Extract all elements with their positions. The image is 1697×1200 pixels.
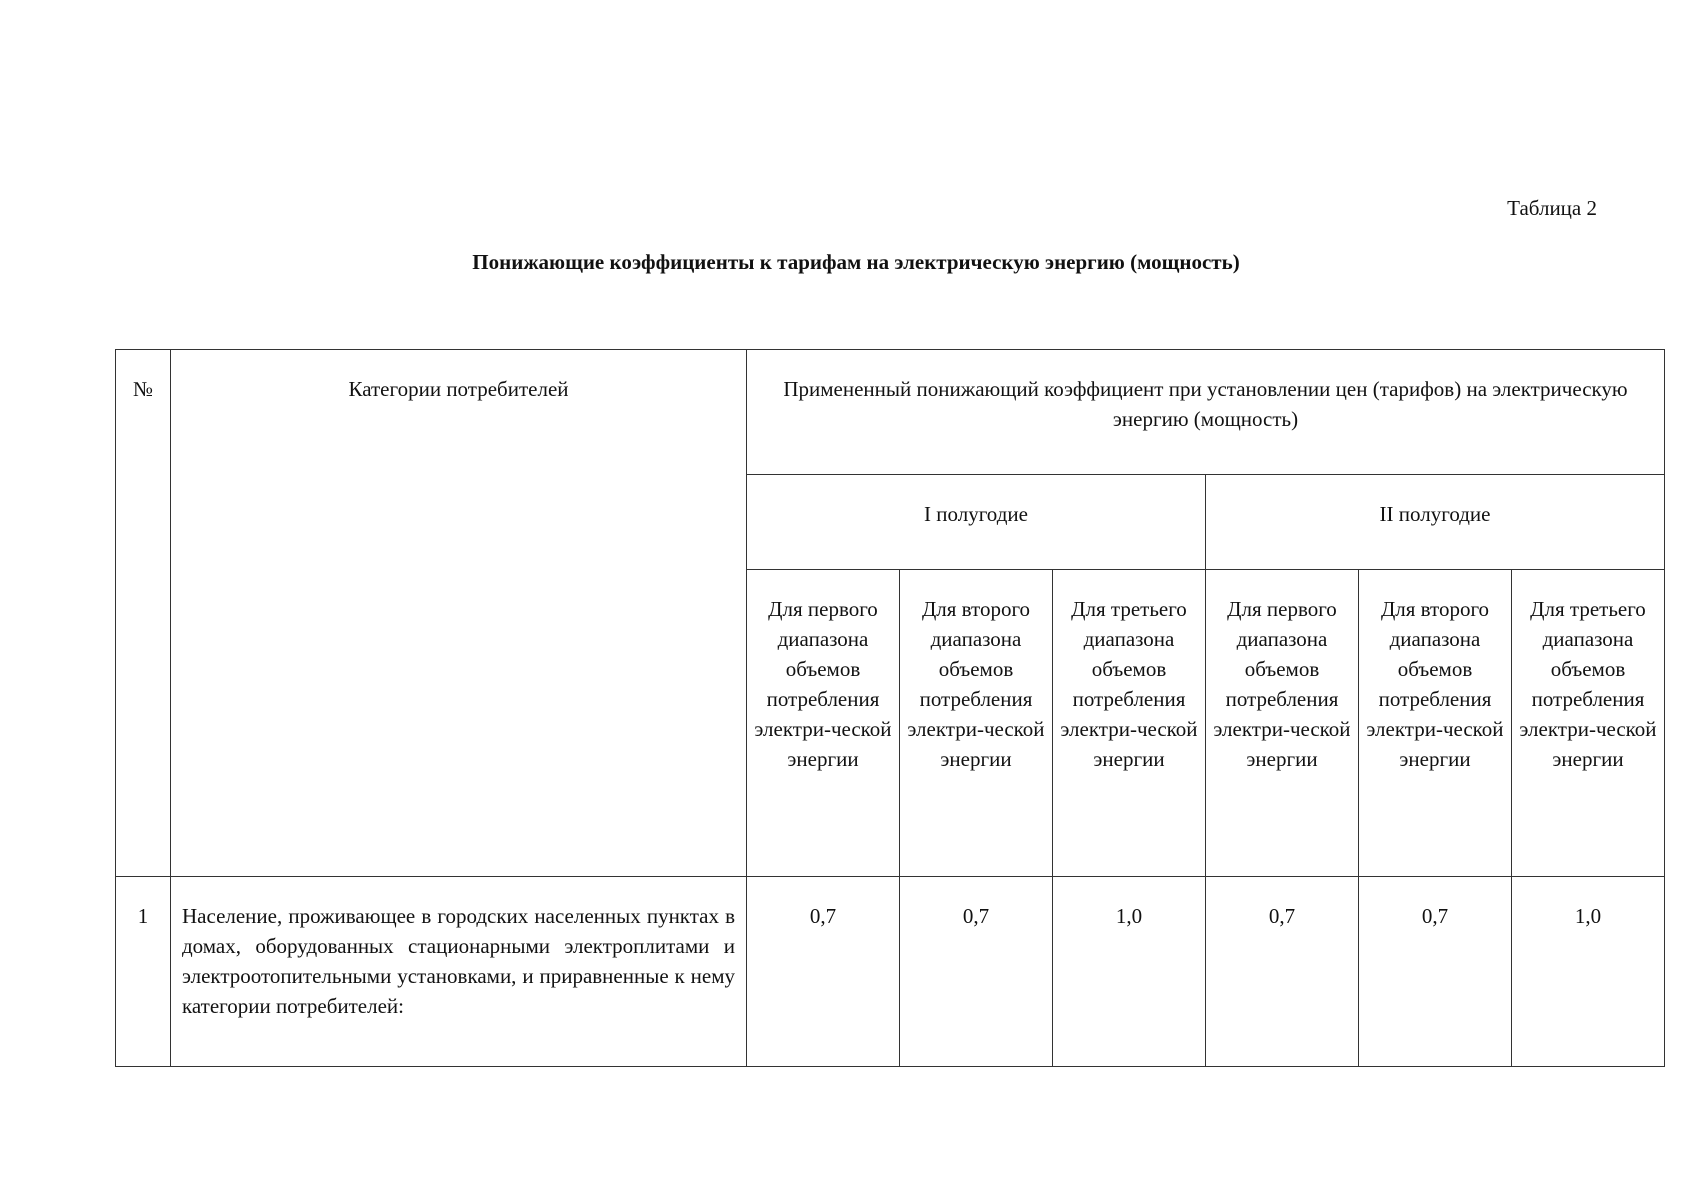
header-h1-range-2: Для второго диапазона объемов потребления электри-ческой энергии — [900, 570, 1053, 877]
header-h2-range-2: Для второго диапазона объемов потребления электри-ческой энергии — [1359, 570, 1512, 877]
table-row — [116, 877, 1665, 1067]
header-half-2: II полугодие — [1206, 475, 1665, 570]
header-applied-coefficient — [747, 350, 1665, 475]
row-category: Население, проживающее в городских населенных пунктах в домах, оборудованных стационарными электроплитами и электроотопительными установками, и приравненные к нему категории потребителей: — [171, 877, 747, 1067]
header-h1-range-3: Для третьего диапазона объемов потребления электри-ческой энергии — [1053, 570, 1206, 877]
coefficients-table — [115, 349, 1665, 1067]
row-value-h1-range-1: 0,7 — [747, 877, 900, 1067]
row-value-h1-range-3: 1,0 — [1053, 877, 1206, 1067]
row-value-h1-range-2: 0,7 — [900, 877, 1053, 1067]
row-value-h2-range-2: 0,7 — [1359, 877, 1512, 1067]
row-value-h2-range-3: 1,0 — [1512, 877, 1665, 1067]
header-h2-range-3: Для третьего диапазона объемов потребления электри-ческой энергии — [1512, 570, 1665, 877]
header-half-1: I полугодие — [747, 475, 1206, 570]
header-h2-range-1: Для первого диапазона объемов потребления электри-ческой энергии — [1206, 570, 1359, 877]
row-number: 1 — [116, 877, 171, 1067]
header-h1-range-1: Для первого диапазона объемов потребления электри-ческой энергии — [747, 570, 900, 877]
row-value-h2-range-1: 0,7 — [1206, 877, 1359, 1067]
header-number: № — [116, 350, 171, 877]
header-applied-text: Примененный понижающий коэффициент при установлении цен (тарифов) на электрическую энергию (мощность) — [783, 377, 1628, 431]
table-number-label: Таблица 2 — [1507, 196, 1597, 220]
document-title: Понижающие коэффициенты к тарифам на электрическую энергию (мощность) — [472, 250, 1240, 274]
header-row-top — [116, 350, 1665, 475]
header-category: Категории потребителей — [171, 350, 747, 877]
